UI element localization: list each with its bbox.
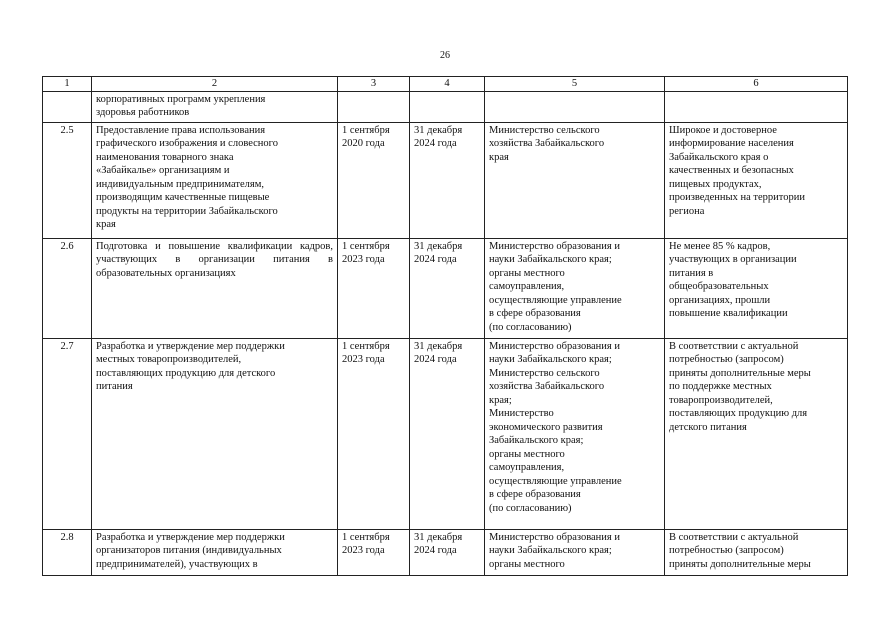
result-cell: В соответствии с актуальной потребностью (запросом) приняты дополнительные меры [665,529,848,575]
activity-cell: Разработка и утверждение мер поддержки местных товаропроизводителей, поставляющих продукцию для детского питания [92,338,338,529]
row-number [43,91,92,122]
start-date-cell: 1 сентября 2023 года [338,529,410,575]
end-date-cell: 31 декабря 2024 года [410,122,485,238]
activity-cell: Предоставление права использования графического изображения и словесного наименования товарного знака «Забайкалье» организациям и индивидуальным предпринимателям, производящим качественные пищевые продукты на территории Забайкальского края [92,122,338,238]
responsible-cell: Министерство образования и науки Забайкальского края; органы местного [485,529,665,575]
start-date-cell [338,91,410,122]
row-number: 2.7 [43,338,92,529]
result-cell: Не менее 85 % кадров, участвующих в организации питания в общеобразовательных организациях, прошли повышение квалификации [665,238,848,338]
row-number: 2.8 [43,529,92,575]
column-header: 1 [43,77,92,92]
result-cell [665,91,848,122]
row-number: 2.6 [43,238,92,338]
column-header: 6 [665,77,848,92]
column-header: 4 [410,77,485,92]
activity-cell: Подготовка и повышение квалификации кадров, участвующих в организации питания в образовательных организациях [92,238,338,338]
column-header: 5 [485,77,665,92]
result-cell: Широкое и достоверное информирование населения Забайкальского края о качественных и безопасных пищевых продуктах, произведенных на территории региона [665,122,848,238]
table-row [43,238,848,338]
responsible-cell: Министерство образования и науки Забайкальского края; органы местного самоуправления, осуществляющие управление в сфере образования (по согласованию) [485,238,665,338]
activity-cell: Разработка и утверждение мер поддержки организаторов питания (индивидуальных предпринимателей), участвующих в [92,529,338,575]
end-date-cell: 31 декабря 2024 года [410,529,485,575]
responsible-cell: Министерство образования и науки Забайкальского края; Министерство сельского хозяйства Забайкальского края; Министерство экономического развития Забайкальского края; органы местного самоуправления, осуществляющие управление в сфере образования (по согласованию) [485,338,665,529]
table-row [43,529,848,575]
end-date-cell [410,91,485,122]
page-number: 26 [440,50,450,61]
end-date-cell: 31 декабря 2024 года [410,238,485,338]
responsible-cell: Министерство сельского хозяйства Забайкальского края [485,122,665,238]
table-row [43,91,848,122]
table-header-row [43,77,848,92]
start-date-cell: 1 сентября 2023 года [338,338,410,529]
responsible-cell [485,91,665,122]
table-row [43,338,848,529]
end-date-cell: 31 декабря 2024 года [410,338,485,529]
start-date-cell: 1 сентября 2020 года [338,122,410,238]
row-number: 2.5 [43,122,92,238]
start-date-cell: 1 сентября 2023 года [338,238,410,338]
column-header: 3 [338,77,410,92]
result-cell: В соответствии с актуальной потребностью (запросом) приняты дополнительные меры по поддержке местных товаропроизводителей, поставляющих продукцию для детского питания [665,338,848,529]
activity-cell: корпоративных программ укрепления здоровья работников [92,91,338,122]
column-header: 2 [92,77,338,92]
table-row [43,122,848,238]
measures-table [42,76,848,576]
